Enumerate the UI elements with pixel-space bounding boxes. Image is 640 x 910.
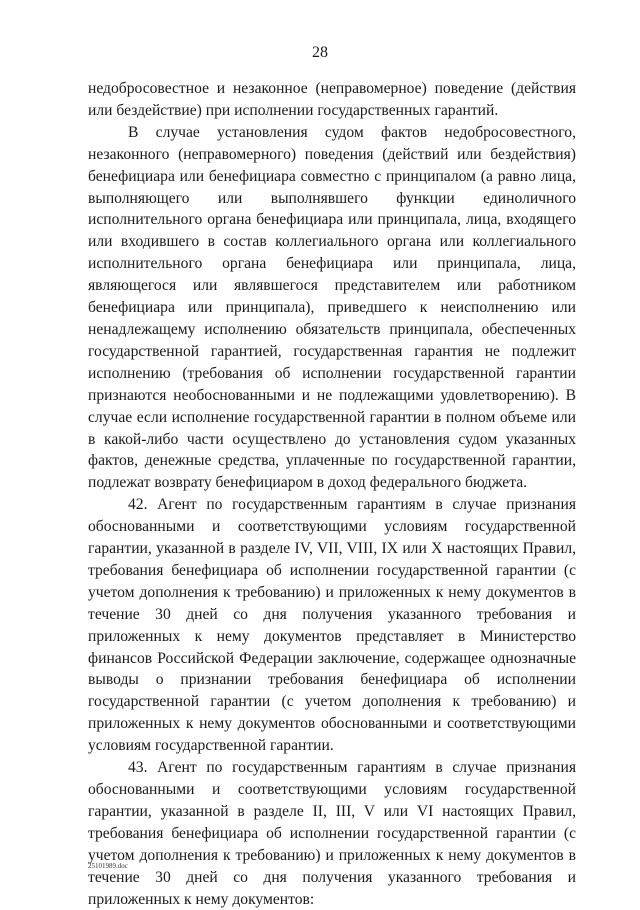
paragraph-clause-42: 42. Агент по государственным гарантиям в случае признания обоснованными и соответствующими условиям государственной гарантии, указанной в разделе IV, VII, VIII, IX или X настоящих Правил, требования бенефициара об исполнении государственной гарантии (с учетом дополнения к требованию) и приложенных к нему документов в течение 30 дней со дня получения указанного требования и приложенных к нему документов представляет в Министерство финансов Российской Федерации заключение, содержащее однозначные выводы о признании требования бенефициара об исполнении государственной гарантии (с учетом дополнения к требованию) и приложенных к нему документов обоснованными и соответствующими условиям государственной гарантии. <box>88 496 576 755</box>
page-number: 28 <box>312 44 328 61</box>
paragraph-continuation: недобросовестное и незаконное (неправомерное) поведение (действия или бездействие) при исполнении государственных гарантий. <box>88 80 576 119</box>
document-body <box>88 78 576 910</box>
footer-filename: 25101989.doc <box>88 862 128 870</box>
paragraph-court-findings: В случае установления судом фактов недобросовестного, незаконного (неправомерного) поведения (действий или бездействия) бенефициара или бенефициара совместно с принципалом (а равно лица, выполняющего или выполнявшего функции единоличного исполнительного органа бенефициара или принципала, лица, входящего или входившего в состав коллегиального органа или коллегиального исполнительного органа бенефициара или принципала, лица, являющегося или являвшегося представителем или работником бенефициара или принципала), приведшего к неисполнению или ненадлежащему исполнению обязательств принципала, обеспеченных государственной гарантией, государственная гарантия не подлежит исполнению (требования об исполнении государственной гарантии признаются необоснованными и не подлежащими удовлетворению). В случае если исполнение государственной гарантии в полном объеме или в какой-либо части осуществлено до установления судом указанных фактов, денежные средства, уплаченные по государственной гарантии, подлежат возврату бенефициаром в доход федерального бюджета. <box>88 123 576 492</box>
paragraph-clause-43: 43. Агент по государственным гарантиям в случае признания обоснованными и соответствующими условиям государственной гарантии, указанной в разделе II, III, V или VI настоящих Правил, требования бенефициара об исполнении государственной гарантии (с учетом дополнения к требованию) и приложенных к нему документов в течение 30 дней со дня получения указанного требования и приложенных к нему документов: <box>88 759 576 908</box>
